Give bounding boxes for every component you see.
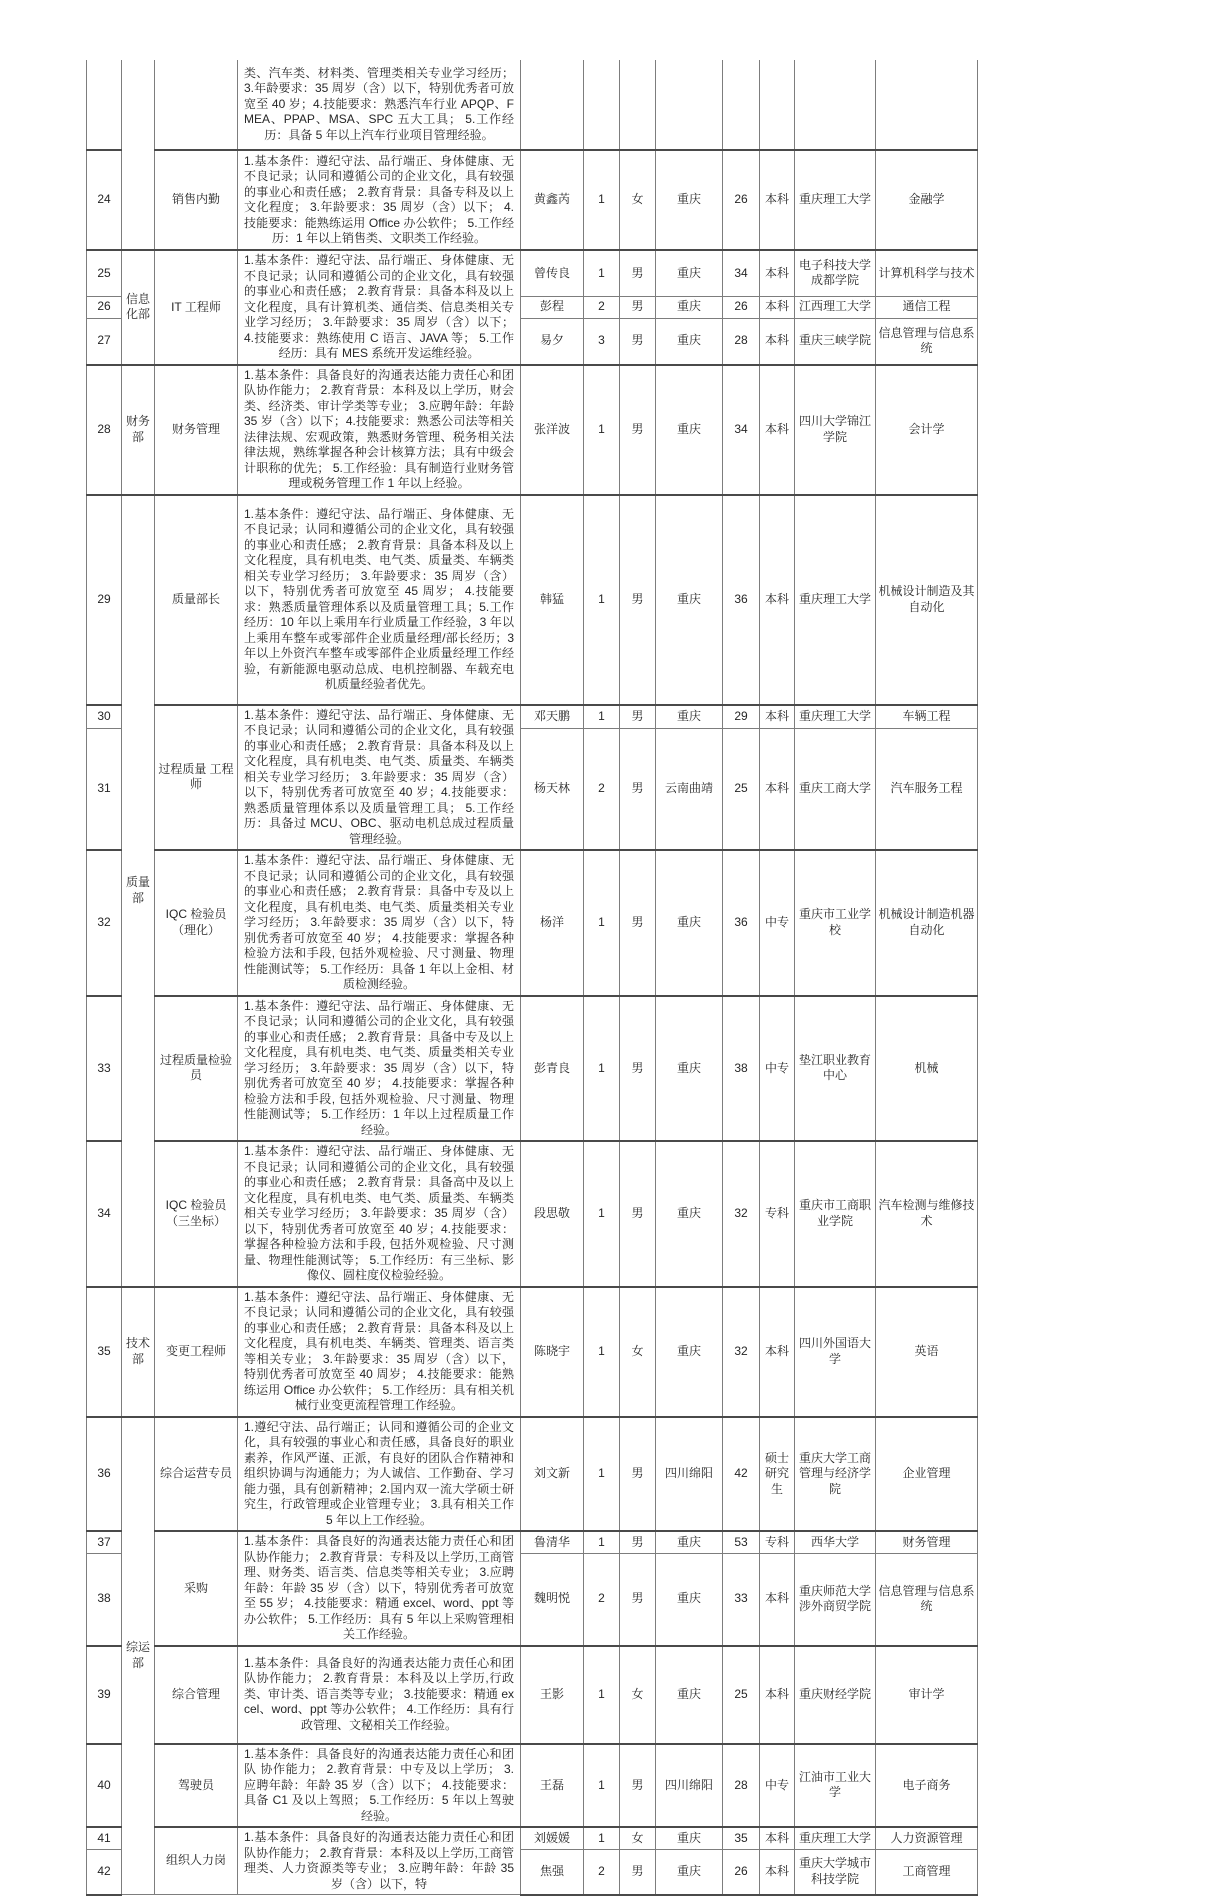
gender-cell: 男 [620, 996, 656, 1142]
location-cell: 重庆 [656, 1531, 723, 1553]
school-cell: 江西理工大学 [795, 296, 876, 318]
location-cell: 重庆 [656, 296, 723, 318]
location-cell: 重庆 [656, 250, 723, 296]
count-cell: 1 [584, 1744, 620, 1828]
dept-cell: 质量部 [122, 495, 155, 1287]
gender-cell: 男 [620, 728, 656, 850]
no-cell: 40 [87, 1744, 122, 1828]
age-cell: 53 [723, 1531, 760, 1553]
major-cell: 机械 [876, 996, 978, 1142]
name-cell: 黄鑫芮 [521, 150, 584, 250]
count-cell: 1 [584, 1827, 620, 1850]
major-cell: 金融学 [876, 150, 978, 250]
gender-cell: 男 [620, 495, 656, 705]
education-cell: 本科 [760, 318, 795, 364]
education-cell: 中专 [760, 850, 795, 996]
no-cell: 25 [87, 250, 122, 296]
pos-cell: 变更工程师 [155, 1287, 238, 1417]
gender-cell: 男 [620, 296, 656, 318]
no-cell: 24 [87, 150, 122, 250]
dept-cell: 技术部 [122, 1287, 155, 1417]
count-cell: 1 [584, 150, 620, 250]
req-cell: 1.基本条件：遵纪守法、品行端正、身体健康、无不良记录；认同和遵循公司的企业文化，具有较强的事业心和责任感； 2.教育背景：具备本科及以上文化程度，具有机电类、车辆类、管理类、语言类等相关专业； 3.年龄要求：35 周岁（含）以下，特别优秀者可放宽至 40 周岁； 4.技能要求：能熟练运用 Office 办公软件； 5.工作经历：具有相关机械行业变更流程管理工作经验。 [238, 1287, 521, 1417]
education-cell [760, 60, 795, 150]
education-cell: 本科 [760, 250, 795, 296]
gender-cell: 男 [620, 705, 656, 729]
school-cell: 西华大学 [795, 1531, 876, 1553]
no-cell [87, 60, 122, 150]
gender-cell: 男 [620, 1417, 656, 1532]
name-cell: 彭青良 [521, 996, 584, 1142]
location-cell: 重庆 [656, 365, 723, 495]
dept-cell: 信息化部 [122, 250, 155, 365]
no-cell: 33 [87, 996, 122, 1142]
count-cell: 1 [584, 705, 620, 729]
req-cell: 1.基本条件：遵纪守法、品行端正、身体健康、无不良记录；认同和遵循公司的企业文化，具有较强的事业心和责任感； 2.教育背景：具备本科及以上文化程度，具有机电类、电气类、质量类、车辆类相关专业学习经历； 3.年龄要求：35 周岁（含）以下，特别优秀者可放宽至 45 周岁； 4.技能要求：熟悉质量管理体系以及质量管理工具；5.工作经历：10 年以上乘用车行业质量工作经验，3 年以上乘用车整车或零部件企业质量经理/部长经历；3 年以上外资汽车整车或零部件企业质量经理工作经验，有新能源电驱动总成、电机控制器、车载充电机质量经验者优先。 [238, 495, 521, 705]
name-cell: 曾传良 [521, 250, 584, 296]
school-cell: 垫江职业教育中心 [795, 996, 876, 1142]
major-cell: 车辆工程 [876, 705, 978, 729]
recruitment-table [86, 60, 978, 1896]
name-cell: 彭程 [521, 296, 584, 318]
age-cell: 25 [723, 1646, 760, 1744]
school-cell: 江油市工业大学 [795, 1744, 876, 1828]
location-cell: 重庆 [656, 1553, 723, 1645]
school-cell: 重庆三峡学院 [795, 318, 876, 364]
req-cell: 1.基本条件：遵纪守法、品行端正、身体健康、无不良记录；认同和遵循公司的企业文化，具有较强的事业心和责任感； 2.教育背景：具备本科及以上文化程度，具有机电类、电气类、质量类、车辆类相关专业学习经历； 3.年龄要求：35 周岁（含）以下，特别优秀者可放宽至 40 岁；4.技能要求：熟悉质量管理体系以及质量管理工具； 5.工作经历：具备过 MCU、OBC、驱动电机总成过程质量管理经验。 [238, 705, 521, 851]
age-cell: 36 [723, 495, 760, 705]
major-cell: 信息管理与信息系统 [876, 1553, 978, 1645]
name-cell: 张洋波 [521, 365, 584, 495]
name-cell: 杨天林 [521, 728, 584, 850]
age-cell: 26 [723, 296, 760, 318]
name-cell [521, 60, 584, 150]
education-cell: 中专 [760, 1744, 795, 1828]
location-cell: 四川绵阳 [656, 1417, 723, 1532]
name-cell: 鲁清华 [521, 1531, 584, 1553]
name-cell: 陈晓宇 [521, 1287, 584, 1417]
education-cell: 本科 [760, 495, 795, 705]
school-cell: 重庆大学城市科技学院 [795, 1850, 876, 1895]
no-cell: 34 [87, 1141, 122, 1287]
pos-cell: IQC 检验员（三坐标） [155, 1141, 238, 1287]
name-cell: 邓天鹏 [521, 705, 584, 729]
count-cell: 1 [584, 1287, 620, 1417]
location-cell: 云南曲靖 [656, 728, 723, 850]
gender-cell: 男 [620, 250, 656, 296]
count-cell: 1 [584, 850, 620, 996]
name-cell: 刘媛媛 [521, 1827, 584, 1850]
major-cell: 汽车服务工程 [876, 728, 978, 850]
gender-cell: 女 [620, 1287, 656, 1417]
pos-cell: 过程质量检验员 [155, 996, 238, 1142]
count-cell [584, 60, 620, 150]
location-cell: 四川绵阳 [656, 1744, 723, 1828]
no-cell: 32 [87, 850, 122, 996]
count-cell: 3 [584, 318, 620, 364]
school-cell: 重庆市工业学校 [795, 850, 876, 996]
no-cell: 42 [87, 1850, 122, 1895]
education-cell: 本科 [760, 705, 795, 729]
req-cell: 1.基本条件：具备良好的沟通表达能力责任心和团队 协作能力； 2.教育背景：中专及以上学历； 3.应聘年龄：年龄 35 岁（含）以下； 4.技能要求：具备 C1 及以上驾照； 5.工作经历：5 年以上驾驶经验。 [238, 1744, 521, 1828]
no-cell: 35 [87, 1287, 122, 1417]
location-cell: 重庆 [656, 150, 723, 250]
education-cell: 本科 [760, 728, 795, 850]
major-cell: 英语 [876, 1287, 978, 1417]
gender-cell: 男 [620, 365, 656, 495]
school-cell: 重庆师范大学涉外商贸学院 [795, 1553, 876, 1645]
age-cell: 34 [723, 365, 760, 495]
location-cell: 重庆 [656, 1646, 723, 1744]
location-cell: 重庆 [656, 996, 723, 1142]
name-cell: 王影 [521, 1646, 584, 1744]
major-cell: 审计学 [876, 1646, 978, 1744]
gender-cell: 男 [620, 1141, 656, 1287]
no-cell: 27 [87, 318, 122, 364]
age-cell: 36 [723, 850, 760, 996]
req-cell: 1.基本条件：遵纪守法、品行端正、身体健康、无不良记录；认同和遵循公司的企业文化，具有较强的事业心和责任感； 2.教育背景：具备高中及以上文化程度，具有机电类、电气类、质量类、车辆类相关专业学习经历； 3.年龄要求：35 周岁（含）以下，特别优秀者可放宽至 40 岁；4.技能要求：掌握各种检验方法和手段, 包括外观检验、尺寸测量、物理性能测试等； 5.工作经历：有三坐标、影像仪、圆柱度仪检验经验。 [238, 1141, 521, 1287]
table-body [87, 60, 978, 1895]
education-cell: 本科 [760, 296, 795, 318]
pos-cell: 综合运营专员 [155, 1417, 238, 1532]
name-cell: 易夕 [521, 318, 584, 364]
gender-cell: 男 [620, 1850, 656, 1895]
dept-cell: 综运部 [122, 1417, 155, 1895]
major-cell [876, 60, 978, 150]
count-cell: 2 [584, 1553, 620, 1645]
dept-cell [122, 60, 155, 250]
gender-cell [620, 60, 656, 150]
major-cell: 机械设计制造机器自动化 [876, 850, 978, 996]
age-cell: 29 [723, 705, 760, 729]
gender-cell: 男 [620, 1744, 656, 1828]
count-cell: 1 [584, 250, 620, 296]
school-cell: 四川大学锦江学院 [795, 365, 876, 495]
age-cell: 32 [723, 1287, 760, 1417]
education-cell: 本科 [760, 365, 795, 495]
education-cell: 本科 [760, 1287, 795, 1417]
location-cell: 重庆 [656, 1141, 723, 1287]
major-cell: 通信工程 [876, 296, 978, 318]
age-cell: 34 [723, 250, 760, 296]
school-cell: 重庆理工大学 [795, 150, 876, 250]
gender-cell: 男 [620, 1531, 656, 1553]
pos-cell: 采购 [155, 1531, 238, 1646]
school-cell: 重庆理工大学 [795, 1827, 876, 1850]
no-cell: 38 [87, 1553, 122, 1645]
location-cell: 重庆 [656, 1827, 723, 1850]
major-cell: 计算机科学与技术 [876, 250, 978, 296]
gender-cell: 女 [620, 1646, 656, 1744]
school-cell: 重庆理工大学 [795, 705, 876, 729]
req-cell: 1.基本条件：具备良好的沟通表达能力责任心和团队协作能力； 2.教育背景：本科及以上学历，财会类、经济类、审计学类等专业； 3.应聘年龄：年龄 35 岁（含）以下；4.技能要求：熟悉公司法等相关法律法规、宏观政策，熟悉财务管理、税务相关法律法规，熟练掌握各种会计核算方法；具有中级会计职称的优先； 5.工作经验：具有制造行业财务管理或税务管理工作 1 年以上经验。 [238, 365, 521, 495]
age-cell: 25 [723, 728, 760, 850]
no-cell: 28 [87, 365, 122, 495]
count-cell: 2 [584, 296, 620, 318]
location-cell: 重庆 [656, 850, 723, 996]
pos-cell: 财务管理 [155, 365, 238, 495]
name-cell: 韩猛 [521, 495, 584, 705]
count-cell: 2 [584, 1850, 620, 1895]
no-cell: 37 [87, 1531, 122, 1553]
location-cell: 重庆 [656, 495, 723, 705]
req-cell: 1.基本条件：遵纪守法、品行端正、身体健康、无不良记录；认同和遵循公司的企业文化，具有较强的事业心和责任感； 2.教育背景：具备中专及以上文化程度，具有机电类、电气类、质量类相关专业学习经历； 3.年龄要求：35 周岁（含）以下，特别优秀者可放宽至 40 岁； 4.技能要求：掌握各种检验方法和手段, 包括外观检验、尺寸测量、物理性能测试等； 5.工作经历：1 年以上过程质量工作经验。 [238, 996, 521, 1142]
req-cell: 类、汽车类、材料类、管理类相关专业学习经历； 3.年龄要求：35 周岁（含）以下，特别优秀者可放宽至 40 岁；4.技能要求：熟悉汽车行业 APQP、FMEA、PPAP、MSA、SPC 五大工具； 5.工作经历：具备 5 年以上汽车行业项目管理经验。 [238, 60, 521, 150]
education-cell: 中专 [760, 996, 795, 1142]
education-cell: 硕士研究生 [760, 1417, 795, 1532]
no-cell: 41 [87, 1827, 122, 1850]
count-cell: 1 [584, 996, 620, 1142]
no-cell: 26 [87, 296, 122, 318]
gender-cell: 男 [620, 850, 656, 996]
name-cell: 王磊 [521, 1744, 584, 1828]
gender-cell: 女 [620, 150, 656, 250]
name-cell: 刘文新 [521, 1417, 584, 1532]
age-cell: 26 [723, 1850, 760, 1895]
major-cell: 工商管理 [876, 1850, 978, 1895]
gender-cell: 男 [620, 318, 656, 364]
school-cell: 电子科技大学成都学院 [795, 250, 876, 296]
location-cell: 重庆 [656, 1850, 723, 1895]
age-cell: 42 [723, 1417, 760, 1532]
age-cell: 38 [723, 996, 760, 1142]
location-cell: 重庆 [656, 705, 723, 729]
no-cell: 39 [87, 1646, 122, 1744]
school-cell [795, 60, 876, 150]
no-cell: 30 [87, 705, 122, 729]
school-cell: 重庆财经学院 [795, 1646, 876, 1744]
req-cell: 1.基本条件：具备良好的沟通表达能力责任心和团队协作能力； 2.教育背景：专科及以上学历,工商管理、财务类、语言类、信息类等相关专业； 3.应聘年龄：年龄 35 岁（含）以下，特别优秀者可放宽至 55 岁； 4.技能要求：精通 excel、word、ppt 等办公软件； 5.工作经历：具有 5 年以上采购管理相关工作经验。 [238, 1531, 521, 1646]
count-cell: 2 [584, 728, 620, 850]
education-cell: 专科 [760, 1141, 795, 1287]
major-cell: 人力资源管理 [876, 1827, 978, 1850]
school-cell: 重庆大学工商管理与经济学院 [795, 1417, 876, 1532]
age-cell: 28 [723, 1744, 760, 1828]
req-cell: 1.基本条件：具备良好的沟通表达能力责任心和团队协作能力； 2.教育背景：本科及以上学历,工商管理类、人力资源类等专业； 3.应聘年龄：年龄 35 岁（含）以下，特 [238, 1827, 521, 1895]
location-cell: 重庆 [656, 1287, 723, 1417]
school-cell: 四川外国语大学 [795, 1287, 876, 1417]
education-cell: 本科 [760, 1553, 795, 1645]
pos-cell: 过程质量 工程师 [155, 705, 238, 851]
major-cell: 机械设计制造及其自动化 [876, 495, 978, 705]
req-cell: 1.基本条件：遵纪守法、品行端正、身体健康、无不良记录；认同和遵循公司的企业文化，具有较强的事业心和责任感； 2.教育背景：具备专科及以上文化程度； 3.年龄要求：35 周岁（含）以下； 4.技能要求：能熟练运用 Office 办公软件； 5.工作经历：1 年以上销售类、文职类工作经验。 [238, 150, 521, 250]
school-cell: 重庆市工商职业学院 [795, 1141, 876, 1287]
location-cell: 重庆 [656, 318, 723, 364]
school-cell: 重庆理工大学 [795, 495, 876, 705]
no-cell: 36 [87, 1417, 122, 1532]
req-cell: 1.基本条件：具备良好的沟通表达能力责任心和团队协作能力； 2.教育背景：本科及以上学历,行政类、审计类、语言类等专业； 3.技能要求：精通 excel、word、ppt 等办公软件； 4.工作经历：具有行政管理、文秘相关工作经验。 [238, 1646, 521, 1744]
age-cell: 32 [723, 1141, 760, 1287]
location-cell [656, 60, 723, 150]
education-cell: 本科 [760, 150, 795, 250]
major-cell: 会计学 [876, 365, 978, 495]
req-cell: 1.基本条件：遵纪守法、品行端正、身体健康、无不良记录；认同和遵循公司的企业文化，具有较强的事业心和责任感； 2.教育背景：具备中专及以上文化程度，具有机电类、电气类、质量类相关专业学习经历； 3.年龄要求：35 周岁（含）以下，特别优秀者可放宽至 40 岁； 4.技能要求：掌握各种检验方法和手段, 包括外观检验、尺寸测量、物理性能测试等； 5.工作经历：具备 1 年以上金相、材质检测经验。 [238, 850, 521, 996]
count-cell: 1 [584, 1141, 620, 1287]
count-cell: 1 [584, 1531, 620, 1553]
age-cell: 28 [723, 318, 760, 364]
gender-cell: 女 [620, 1827, 656, 1850]
name-cell: 魏明悦 [521, 1553, 584, 1645]
gender-cell: 男 [620, 1553, 656, 1645]
dept-cell: 财务部 [122, 365, 155, 495]
education-cell: 本科 [760, 1850, 795, 1895]
major-cell: 信息管理与信息系统 [876, 318, 978, 364]
pos-cell: 销售内勤 [155, 150, 238, 250]
pos-cell: IQC 检验员（理化） [155, 850, 238, 996]
age-cell [723, 60, 760, 150]
no-cell: 29 [87, 495, 122, 705]
age-cell: 26 [723, 150, 760, 250]
count-cell: 1 [584, 495, 620, 705]
age-cell: 33 [723, 1553, 760, 1645]
pos-cell: IT 工程师 [155, 250, 238, 365]
pos-cell: 组织人力岗 [155, 1827, 238, 1895]
count-cell: 1 [584, 1646, 620, 1744]
education-cell: 本科 [760, 1646, 795, 1744]
count-cell: 1 [584, 1417, 620, 1532]
no-cell: 31 [87, 728, 122, 850]
major-cell: 汽车检测与维修技术 [876, 1141, 978, 1287]
age-cell: 35 [723, 1827, 760, 1850]
req-cell: 1.基本条件：遵纪守法、品行端正、身体健康、无不良记录；认同和遵循公司的企业文化，具有较强的事业心和责任感； 2.教育背景：具备本科及以上文化程度，具有计算机类、通信类、信息类相关专业学习经历； 3.年龄要求：35 周岁（含）以下； 4.技能要求：熟练使用 C 语言、JAVA 等； 5.工作经历：具有 MES 系统开发运维经验。 [238, 250, 521, 365]
major-cell: 电子商务 [876, 1744, 978, 1828]
name-cell: 杨洋 [521, 850, 584, 996]
count-cell: 1 [584, 365, 620, 495]
major-cell: 企业管理 [876, 1417, 978, 1532]
pos-cell: 驾驶员 [155, 1744, 238, 1828]
name-cell: 焦强 [521, 1850, 584, 1895]
education-cell: 专科 [760, 1531, 795, 1553]
school-cell: 重庆工商大学 [795, 728, 876, 850]
pos-cell [155, 60, 238, 150]
major-cell: 财务管理 [876, 1531, 978, 1553]
req-cell: 1.遵纪守法、品行端正；认同和遵循公司的企业文化，具有较强的事业心和责任感，具备良好的职业素养，作风严谨、正派，有良好的团队合作精神和组织协调与沟通能力；为人诚信、工作勤奋、学习能力强，具有创新精神；2.国内双一流大学硕士研究生，行政管理或企业管理专业； 3.具有相关工作 5 年以上工作经验。 [238, 1417, 521, 1532]
pos-cell: 综合管理 [155, 1646, 238, 1744]
name-cell: 段思敬 [521, 1141, 584, 1287]
pos-cell: 质量部长 [155, 495, 238, 705]
education-cell: 本科 [760, 1827, 795, 1850]
